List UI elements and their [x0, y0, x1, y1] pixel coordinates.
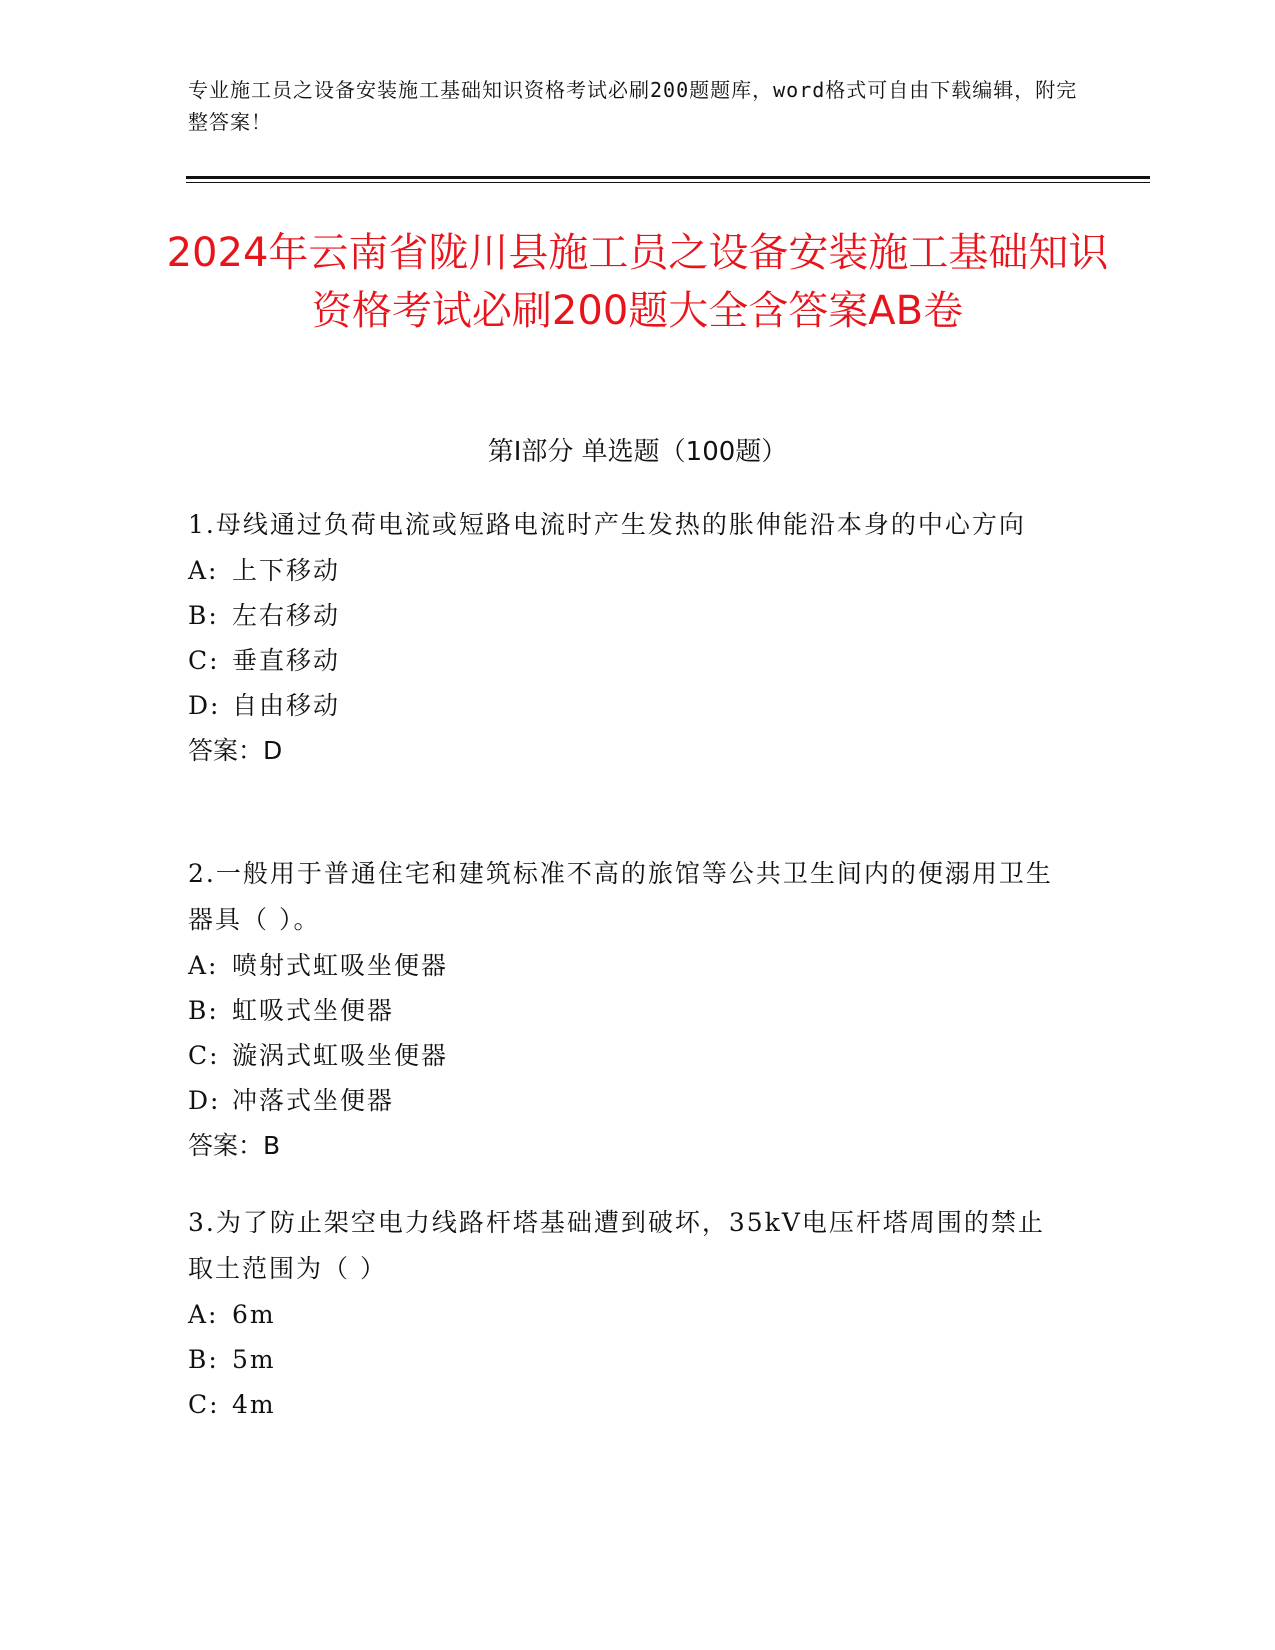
option-text: 左右移动	[232, 601, 341, 630]
option-letter: C:	[188, 1390, 220, 1419]
option-c	[188, 1033, 1068, 1078]
option-text: 虹吸式坐便器	[232, 996, 395, 1025]
question-stem: 1.母线通过负荷电流或短路电流时产生发热的胀伸能沿本身的中心方向	[188, 510, 1026, 539]
option-letter: A:	[188, 556, 219, 585]
option-letter: C:	[188, 1041, 220, 1070]
option-letter: B:	[188, 1345, 219, 1374]
option-b	[188, 988, 1068, 1033]
option-letter: B:	[188, 996, 219, 1025]
question-2	[188, 851, 1068, 1169]
option-b	[188, 593, 1068, 638]
header-divider-thin	[186, 182, 1150, 183]
option-letter: B:	[188, 601, 219, 630]
option-letter: A:	[188, 951, 219, 980]
option-b	[188, 1337, 1068, 1382]
option-d	[188, 683, 1068, 728]
option-text: 漩涡式虹吸坐便器	[232, 1041, 449, 1070]
option-text: 5m	[232, 1345, 276, 1374]
option-text: 喷射式虹吸坐便器	[232, 951, 449, 980]
option-text: 6m	[232, 1300, 276, 1329]
option-letter: A:	[188, 1300, 219, 1329]
option-a	[188, 943, 1068, 988]
document-title: 2024年云南省陇川县施工员之设备安装施工基础知识资格考试必刷200题大全含答案AB卷	[166, 230, 1109, 334]
option-c	[188, 638, 1068, 683]
option-a	[188, 548, 1068, 593]
option-text: 4m	[232, 1390, 276, 1419]
option-text: 垂直移动	[232, 646, 341, 675]
answer-line: 答案：B	[188, 1131, 281, 1160]
option-text: 上下移动	[232, 556, 341, 585]
option-letter: D:	[188, 1086, 221, 1115]
answer-line: 答案：D	[188, 736, 283, 765]
header-note: 专业施工员之设备安装施工基础知识资格考试必刷200题题库，word格式可自由下载编辑，附完整答案！	[188, 78, 1078, 134]
question-3	[188, 1200, 1068, 1427]
option-c	[188, 1382, 1068, 1427]
option-d	[188, 1078, 1068, 1123]
header-divider-thick	[186, 176, 1150, 179]
question-stem: 3.为了防止架空电力线路杆塔基础遭到破坏，35kV电压杆塔周围的禁止取土范围为（ ）	[188, 1208, 1045, 1283]
question-1	[188, 502, 1068, 774]
option-text: 冲落式坐便器	[232, 1086, 395, 1115]
option-letter: C:	[188, 646, 220, 675]
question-stem: 2.一般用于普通住宅和建筑标准不高的旅馆等公共卫生间内的便溺用卫生器具（ ）。	[188, 859, 1053, 934]
option-a	[188, 1292, 1068, 1337]
section-heading: 第I部分 单选题（100题）	[487, 437, 788, 467]
option-letter: D:	[188, 691, 221, 720]
option-text: 自由移动	[232, 691, 341, 720]
